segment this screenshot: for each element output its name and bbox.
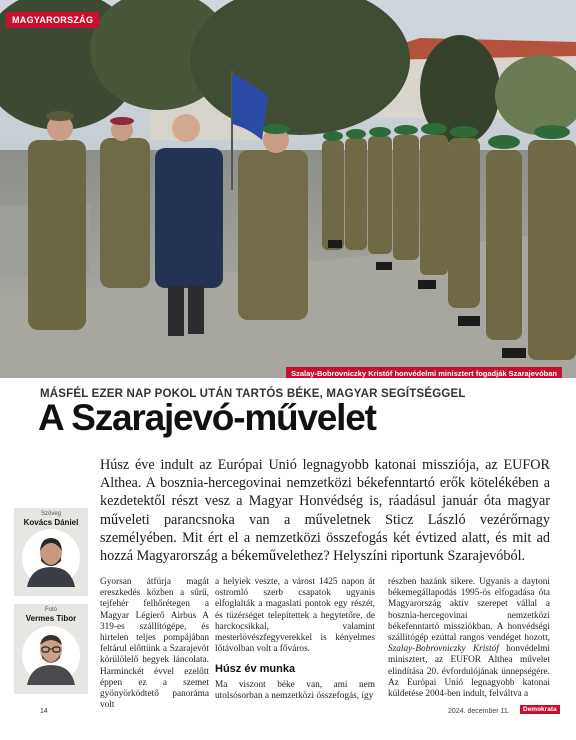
section-tag: MAGYARORSZÁG	[6, 12, 99, 28]
subheading: Húsz év munka	[215, 663, 296, 676]
byline-name: Vermes Tibor	[25, 614, 77, 623]
byline-role: Szöveg	[40, 511, 61, 517]
article-kicker: MÁSFÉL EZER NAP POKOL UTÁN TARTÓS BÉKE, MAGYAR SEGÍTSÉGGEL	[40, 388, 466, 400]
body-paragraph: Ma viszont béke van, ami nem utolsósorban a nemzetközi összefogás, így	[215, 679, 375, 701]
body-text: részben hazánk sikere. Ugyanis a daytoni békemegállapodás 1995-ös elfogadása óta Magyarország aktív szerepet vállal a bosznia-hercegovinai nemzetközi békefenntartó missziókban. A honvédségi szállítógép ezúttal rangos vendéget hozott,	[388, 577, 550, 644]
byline-name: Kovács Dániel	[23, 518, 79, 527]
body-text: honvédelmi minisztert, az EUFOR Althea művelet elindítása 20. évfordulójának ünnepségére. Az Európai Unió legnagyobb katonai küldetése 2004-ben indult, felváltva a	[388, 644, 550, 700]
body-column-1	[100, 577, 209, 711]
publication-logo: Demokrata	[520, 705, 560, 714]
body-column-3	[388, 577, 550, 700]
photo-caption: Szalay-Bobrovniczky Kristóf honvédelmi minisztert fogadják Szarajevóban	[286, 367, 562, 378]
byline-author	[14, 508, 88, 596]
issue-date: 2024. december 11.	[448, 708, 510, 715]
body-column-2	[215, 577, 375, 702]
photographer-portrait	[21, 625, 81, 685]
article-lead: Húsz éve indult az Európai Unió legnagyobb katonai missziója, az EUFOR Althea. A bosznia-hercegovinai nemzetközi békefenntartó erők kötelékében a kezdetektől részt vesz a Magyar Honvédség is, ráadásul január óta magyar műveleti parancsnoka van a műveletnek Sticz László vezérőrnagy személyében. Mit ért el a nemzetközi összefogás két évtized alatt, és mit ad hozzá Magyarország a békeművelethez? Helyszíni riportunk Szarajevóból.	[100, 457, 550, 565]
byline-photographer	[14, 604, 88, 694]
body-paragraph: a helyiek veszte, a várost 1425 napon át ostromló szerb csapatok ugyanis elfoglalták a magaslati pontok egy részét, és tüzérséget telepítettek a hegytetőre, de harckocsikkal, valamint mesterlövészfegyverekkel is kényelmes lőtávolban volt a főváros.	[215, 577, 375, 655]
article-title: A Szarajevó-művelet	[38, 397, 376, 438]
byline-role: Fotó	[44, 607, 57, 613]
person-name: Szalay-Bobrovniczky Kristóf	[388, 644, 499, 655]
body-paragraph: Gyorsan átfúrja magát ereszkedés közben a sűrű, tejfehér felhőrétegen a Magyar Légierő Airbus A 319-es szállítógépe, és hirtelen teljes pompájában feltárul előttünk a Szarajevót körülölelő hegyek láncolata. Harminckét évvel ezelőtt éppen ez a szemet gyönyörködtető panoráma volt	[100, 577, 209, 711]
body-paragraph	[388, 577, 550, 700]
author-portrait	[21, 529, 81, 587]
page-number: 14	[40, 708, 48, 715]
